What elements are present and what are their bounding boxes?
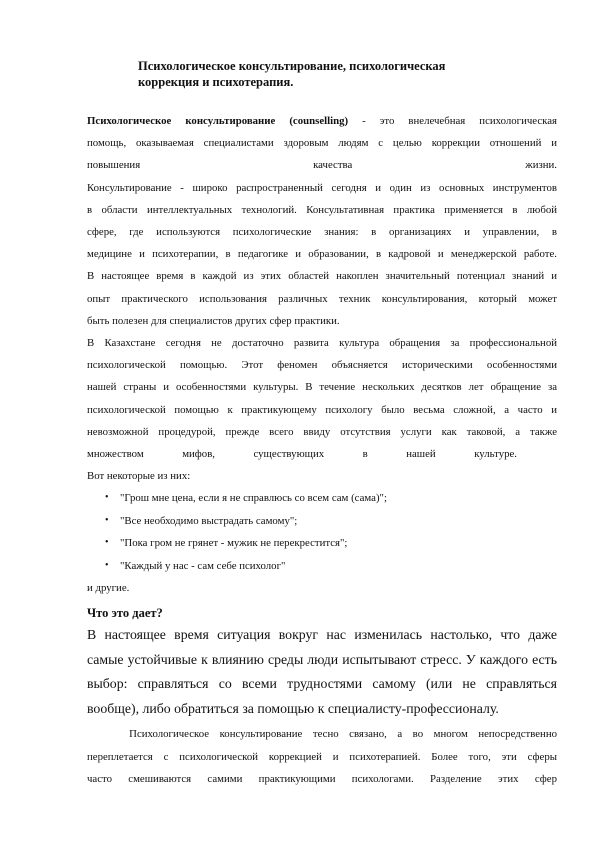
list-item [87, 555, 557, 577]
paragraph-what-it-gives [87, 623, 557, 721]
paragraph-line: переплетается с психологической коррекцией и психотерапией. Более того, эти сферы [87, 750, 557, 763]
paragraph-consulting [87, 177, 557, 332]
paragraph-line: нашей страны и особенностями культуры. В течение нескольких десятков лет обращение за [87, 381, 557, 394]
paragraph-line: часто смешиваются самими практикующими психологами. Разделение этих сфер [87, 773, 557, 786]
paragraph-line: самые устойчивые к влиянию среды люди испытывают стресс. У каждого есть [87, 651, 557, 667]
list-item-text: "Все необходимо выстрадать самому"; [120, 514, 298, 527]
list-item [87, 510, 557, 532]
section-heading: Что это дает? [87, 606, 163, 621]
paragraph-line: психологической помощью к практикующему психологу было весьма сложной, а часто и [87, 403, 557, 416]
paragraph-line: помощь, оказываемая специалистами здоровым людям с целью коррекции отношений и [87, 137, 557, 150]
paragraph-line: В Казахстане сегодня не достаточно развита культура обращения за профессиональной [87, 337, 557, 350]
list-item [87, 532, 557, 554]
list-item-text: "Грош мне цена, если я не справлюсь со всем сам (сама)"; [120, 492, 387, 505]
myths-list [87, 487, 557, 577]
paragraph-kazakhstan [87, 332, 557, 465]
list-item-text: "Пока гром не грянет - мужик не перекрестится"; [120, 537, 348, 550]
paragraph-line: невозможной процедурой, прежде всего ввиду отсутствия услуги как таковой, а также [87, 425, 557, 438]
paragraph-line: опыт практического использования различных техник консультирования, который может [87, 292, 557, 305]
list-item-text: "Каждый у нас - сам себе психолог" [120, 559, 286, 572]
paragraph-line: вообще), либо обратиться за помощью к специалисту-профессионалу. [87, 700, 499, 716]
paragraph-line: медицине и психотерапии, в педагогике и образовании, в кадровой и менеджерской работе. [87, 248, 557, 261]
paragraph-line: Психологическое консультирование тесно связано, а во многом непосредственно [87, 727, 557, 740]
paragraph-relation [87, 723, 557, 791]
title-line-1: Психологическое консультирование, психологическая [138, 59, 446, 73]
bullet-icon: • [105, 514, 109, 526]
paragraph-line: выбор: справляться со всеми трудностями самому (или не справляться [87, 676, 557, 692]
title-line-2: коррекция и психотерапия. [138, 75, 294, 89]
paragraph-line [87, 110, 557, 132]
paragraph-line: В настоящее время в каждой из этих областей накоплен значительный потенциал знаний и [87, 270, 557, 283]
list-intro: Вот некоторые из них: [87, 470, 191, 483]
paragraph-line: в области интеллектуальных технологий. Консультативная практика применяется в любой [87, 203, 557, 216]
paragraph-line: В настоящее время ситуация вокруг нас изменилась настолько, что даже [87, 627, 557, 643]
bullet-icon: • [105, 492, 109, 504]
paragraph-line: повышения качества жизни. [87, 159, 557, 172]
paragraph-definition [87, 110, 557, 177]
paragraph-line: психологической помощью. Этот феномен объясняется историческими особенностями [87, 359, 557, 372]
bullet-icon: • [105, 537, 109, 549]
document-body [87, 110, 557, 791]
bullet-icon: • [105, 559, 109, 571]
definition-text: - это внелечебная психологическая [348, 115, 557, 127]
paragraph-line: Консультирование - широко распространенный сегодня и один из основных инструментов [87, 181, 557, 194]
definition-term: Психологическое консультирование (counselling) [87, 115, 349, 127]
list-item [87, 487, 557, 509]
document-title [138, 58, 518, 90]
paragraph-line: множеством мифов, существующих в нашей культуре. [87, 448, 517, 461]
list-outro: и другие. [87, 582, 130, 595]
paragraph-line: быть полезен для специалистов других сфер практики. [87, 314, 340, 327]
paragraph-line: сфере, где используются психологические знания: в организациях и управлении, в [87, 226, 557, 239]
